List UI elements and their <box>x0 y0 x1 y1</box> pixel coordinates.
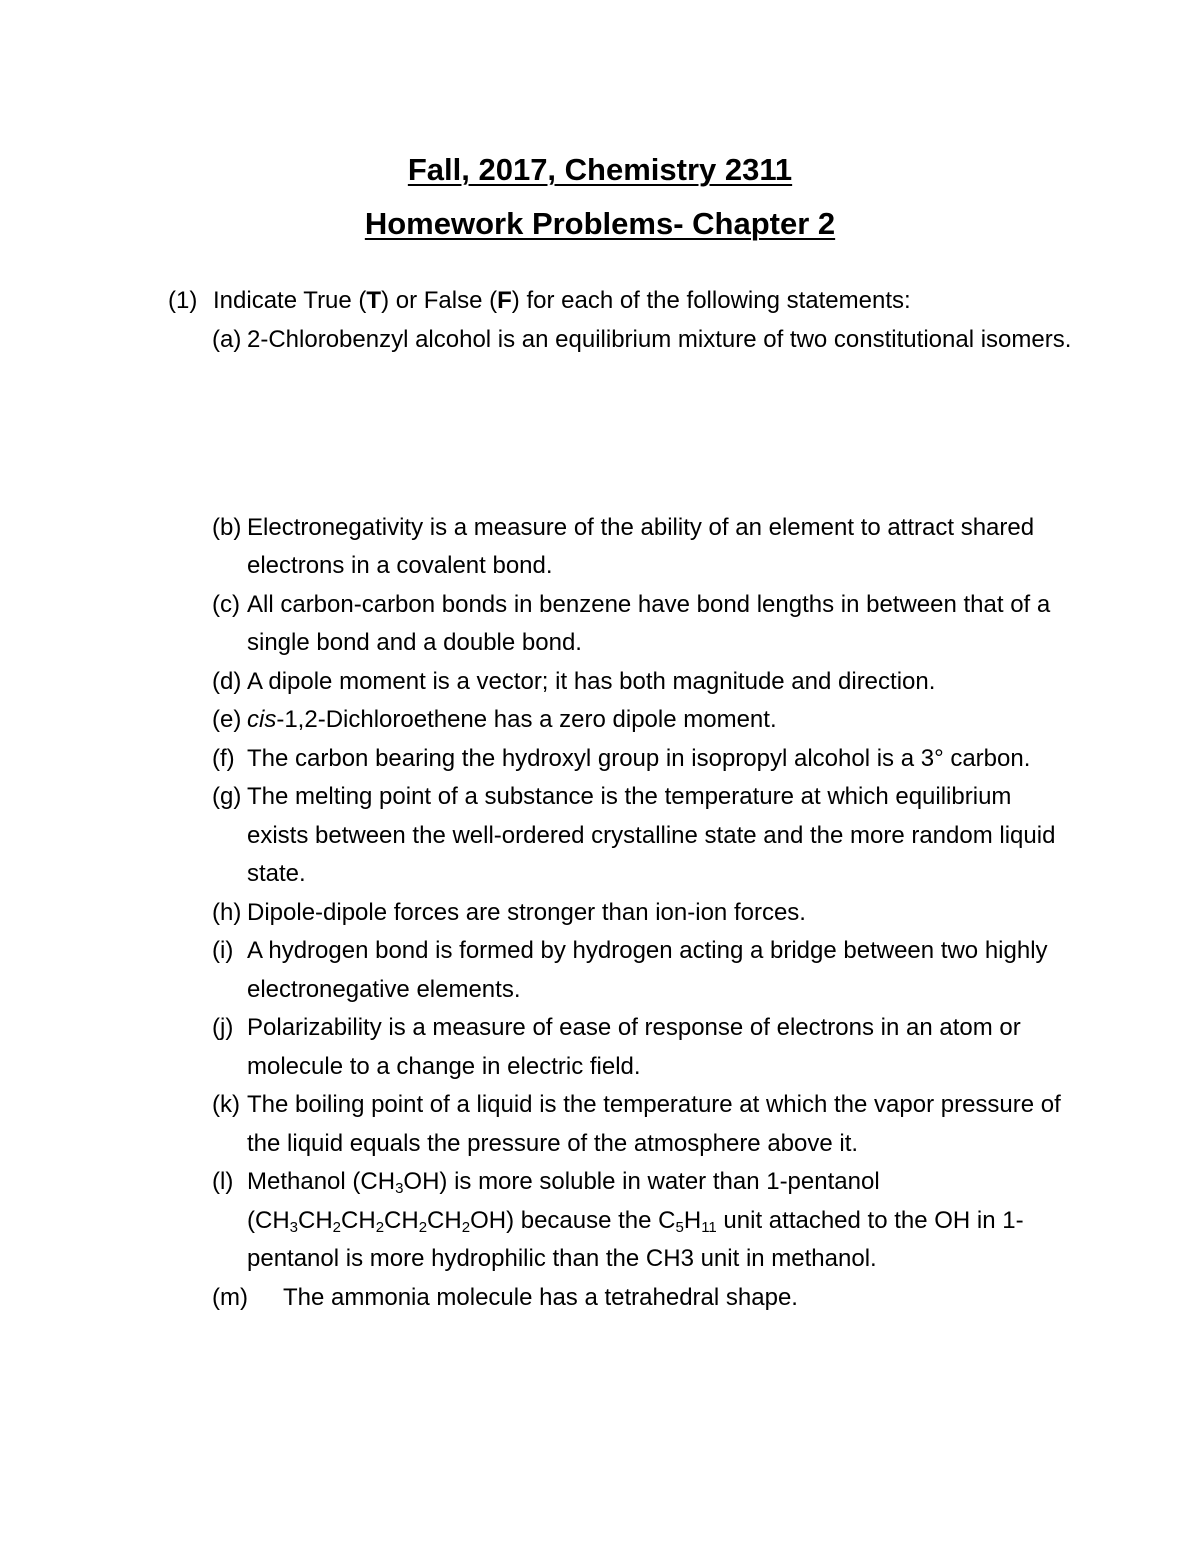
statement-label: (b) <box>212 513 242 541</box>
statement-k <box>0 1086 1200 1163</box>
question-number: (1) <box>168 287 198 314</box>
statement-l <box>0 1163 1200 1279</box>
statement-text: A hydrogen bond is formed by hydrogen acting a bridge between two highly electronegative elements. <box>247 937 1048 1003</box>
statement-j <box>0 1009 1200 1086</box>
statement-h <box>0 894 1200 933</box>
statement-label: (f) <box>212 744 235 772</box>
statement-text: The boiling point of a liquid is the temperature at which the vapor pressure of the liquid equals the pressure of the atmosphere above it. <box>247 1091 1061 1157</box>
statement-c <box>0 586 1200 663</box>
statement-text: All carbon-carbon bonds in benzene have bond lengths in between that of a single bond and a double bond. <box>247 590 1051 656</box>
statement-text: The melting point of a substance is the temperature at which equilibrium exists between the well-ordered crystalline state and the more random liquid state. <box>247 783 1056 887</box>
statement-label: (d) <box>212 667 242 695</box>
statement-d <box>0 663 1200 702</box>
statement-b <box>0 509 1200 586</box>
statement-label: (l) <box>212 1168 234 1195</box>
statement-text: The carbon bearing the hydroxyl group in isopropyl alcohol is a 3° carbon. <box>247 744 1031 772</box>
statement-label: (k) <box>212 1091 240 1118</box>
statement-text: Polarizability is a measure of ease of response of electrons in an atom or molecule to a change in electric field. <box>247 1014 1021 1080</box>
statement-list <box>0 321 1200 1317</box>
statement-text: Electronegativity is a measure of the ability of an element to attract shared electrons in a covalent bond. <box>247 513 1035 579</box>
statement-a <box>0 321 1200 360</box>
statement-text: cis-1,2-Dichloroethene has a zero dipole moment. <box>247 706 777 733</box>
statement-text: 2-Chlorobenzyl alcohol is an equilibrium mixture of two constitutional isomers. <box>247 326 1072 353</box>
statement-label: (a) <box>212 326 242 353</box>
statement-e <box>0 701 1200 740</box>
page-title: Fall, 2017, Chemistry 2311 <box>407 152 793 187</box>
statement-m <box>0 1279 1200 1318</box>
statement-label: (h) <box>212 898 242 926</box>
statement-text: Dipole-dipole forces are stronger than ion-ion forces. <box>247 898 806 926</box>
statement-i <box>0 932 1200 1009</box>
statement-text: Methanol $(CH_3OH)$ is more soluble in water than 1-pentanol $(CH_3CH_2CH_2CH_2CH_2OH)$ because the $C_5H_{11}$ unit attached to the OH in 1-pentanol is more hydrophilic than the CH3 unit in methanol. <box>247 1168 1024 1272</box>
statement-f <box>0 740 1200 779</box>
statement-label: (e) <box>212 706 242 733</box>
statement-label: (g) <box>212 783 242 810</box>
statement-label: (i) <box>212 937 234 964</box>
statement-label: (m) <box>212 1283 248 1311</box>
question-text: Indicate True (T) or False (F) for each of the following statements: <box>213 287 911 314</box>
statement-text: The ammonia molecule has a tetrahedral shape. <box>283 1283 798 1311</box>
statement-label: (j) <box>212 1014 234 1041</box>
statement-text: A dipole moment is a vector; it has both magnitude and direction. <box>247 667 936 695</box>
statement-g <box>0 778 1200 894</box>
page-subtitle: Homework Problems- Chapter 2 <box>364 206 836 241</box>
statement-label: (c) <box>212 590 240 618</box>
